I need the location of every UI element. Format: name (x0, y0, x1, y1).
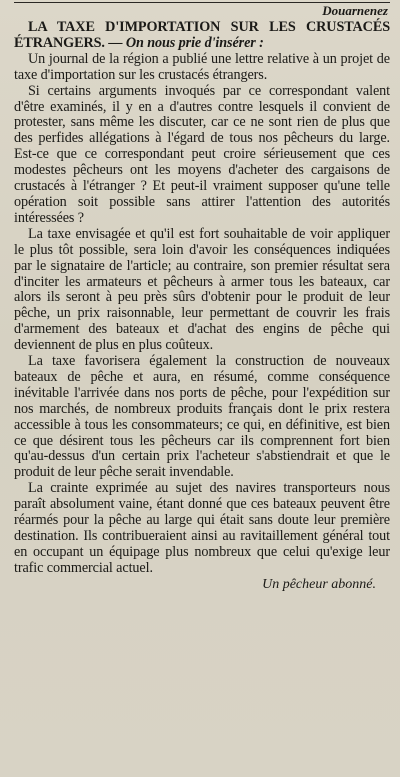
headline: LA TAXE D'IMPORTATION SUR LES CRUSTACÉS ÉTRANGERS. (14, 19, 390, 51)
article-heading (14, 20, 390, 52)
paragraph: La crainte exprimée au sujet des navires transporteurs nous paraît absolument vaine, étant donné que ces bateaux peuvent être réarmés pour la pêche au large qui était sans doute leur première destination. Ils contribueraient ainsi au ravitaillement général tout en occupant un équipage plus nombreux que celui qu'exige leur trafic commercial actuel. (14, 480, 390, 576)
signature: Un pêcheur abonné. (262, 576, 376, 592)
dateline: Douarnenez (322, 3, 388, 18)
paragraph: La taxe favorisera également la construction de nouveaux bateaux de pêche et aura, en résumé, comme conséquence inévitable l'arrivée dans nos ports de pêche, pour l'expédition sur nos marchés, de nombreux produits français dont le prix restera accessible à tous les consommateurs; ce qui, en définitive, est bien ce que désirent tous les pêcheurs car ils comprennent fort bien qu'au-dessus d'un certain prix l'acheteur s'abstiendrait et que le produit de leur pêche serait invendable. (14, 353, 390, 481)
paragraph: La taxe envisagée et qu'il est fort souhaitable de voir appliquer le plus tôt possible, sera loin d'avoir les conséquences indiquées par le signataire de l'article; au contraire, son premier résultat sera d'inciter les armateurs et pêcheurs à armer tous les bateaux, car alors ils seront à peu près sûrs d'obtenir pour le produit de leur pêche, un prix raisonnable, leur permettant de couvrir les frais d'armement des bateaux et d'achat des engins de pêche qui deviennent de plus en plus coûteux. (14, 225, 390, 354)
article-column (14, 20, 390, 593)
paragraph: Un journal de la région a publié une lettre relative à un projet de taxe d'importation sur les crustacés étrangers. (14, 50, 390, 83)
lead-in: — On nous prie d'insérer : (108, 34, 264, 51)
paragraph: Si certains arguments invoqués par ce correspondant valent d'être examinés, il y en a d'autres contre lesquels il convient de protester, sans même les discuter, car ce ne sont rien de plus que des perfides allégations à l'égard de tous nos pêcheurs du large. Est-ce que ce correspondant peut croire sérieusement que ces modestes pêcheurs ont les moyens d'acheter des cargaisons de crustacés à l'étranger ? Et peut-il vraiment supposer qu'une telle opération soit possible sans attirer l'attention des autorités intéressées ? (14, 82, 390, 226)
